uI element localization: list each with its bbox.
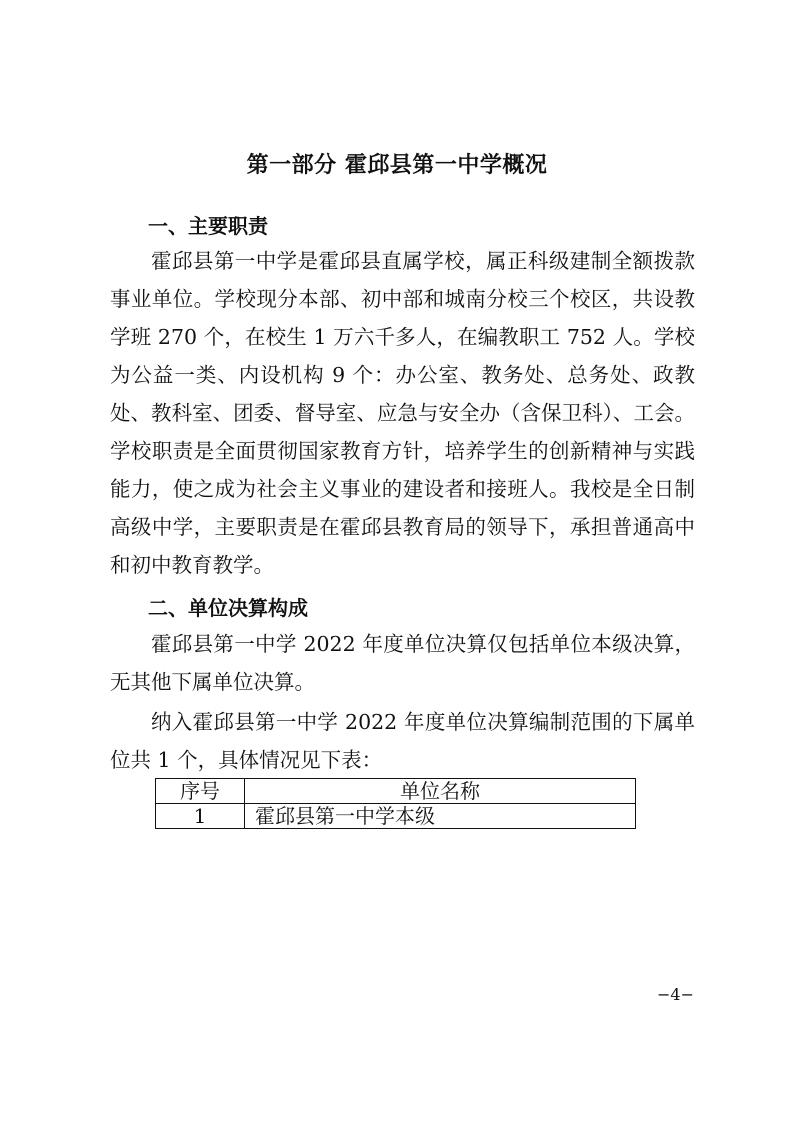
duties-paragraph: 霍邱县第一中学是霍邱县直属学校，属正科级建制全额拨款事业单位。学校现分本部、初中部和城南分校三个校区，共设教学班 270 个，在校生 1 万六千多人，在编教职工 752 人。学校为公益一类、内设机构 9 个：办公室、教务处、总务处、政教处、教科室、团委、督导室、应急与安全办（含保卫科）、工会。学校职责是全面贯彻国家教育方针，培养学生的创新精神与实践能力，使之成为社会主义事业的建设者和接班人。我校是全日制高级中学，主要职责是在霍邱县教育局的领导下，承担普通高中和初中教育教学。 xyxy=(110,249,695,577)
unit-table xyxy=(155,778,636,829)
table-header-seq: 序号 xyxy=(156,779,245,804)
table-cell-unit-name: 霍邱县第一中学本级 xyxy=(245,804,636,829)
composition-paragraph-2: 纳入霍邱县第一中学 2022 年度单位决算编制范围的下属单位共 1 个，具体情况见下表： xyxy=(110,710,695,772)
table-row xyxy=(156,804,636,829)
table-header-unit-name: 单位名称 xyxy=(245,779,636,804)
page-title: 第一部分 霍邱县第一中学概况 xyxy=(246,153,548,178)
page-number: −4− xyxy=(657,985,694,1004)
section-heading-duties: 一、主要职责 xyxy=(148,214,268,238)
table-header-row xyxy=(156,779,636,804)
section-heading-composition: 二、单位决算构成 xyxy=(148,596,308,620)
composition-paragraph-1: 霍邱县第一中学 2022 年度单位决算仅包括单位本级决算，无其他下属单位决算。 xyxy=(110,632,695,694)
table-cell-seq: 1 xyxy=(156,804,245,829)
